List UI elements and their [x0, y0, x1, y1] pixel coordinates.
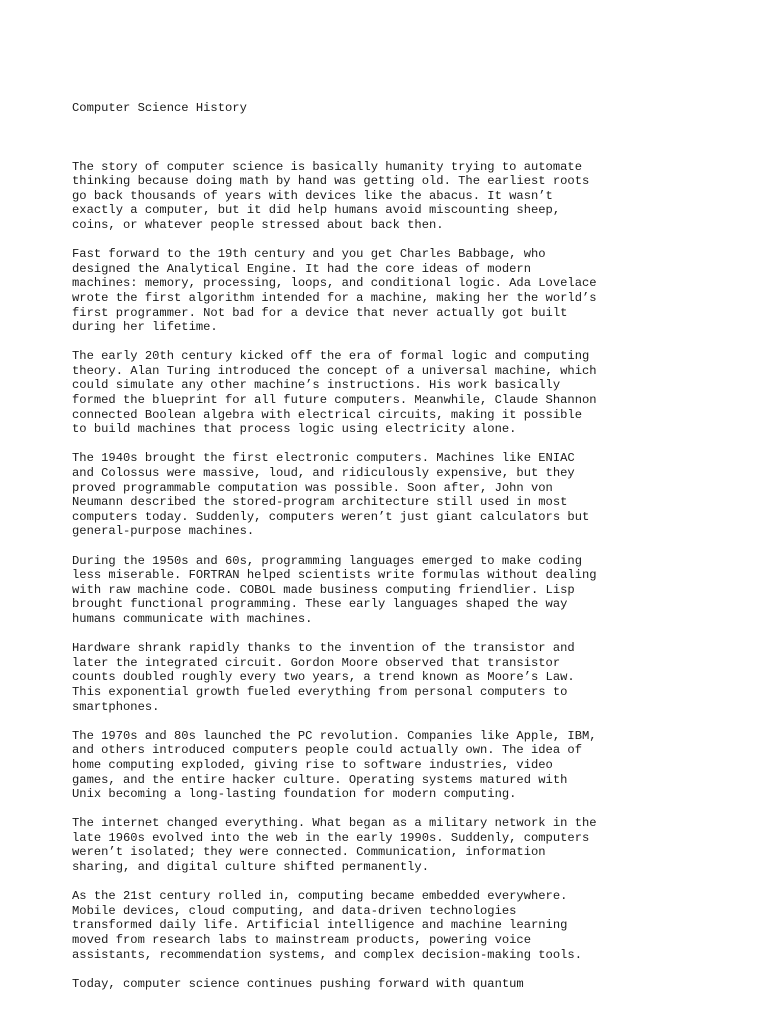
paragraph-line: less miserable. FORTRAN helped scientists write formulas without dealing	[72, 568, 597, 583]
paragraph-line: go back thousands of years with devices like the abacus. It wasn’t	[72, 188, 553, 203]
paragraph-list	[72, 160, 712, 992]
paragraph-line: to build machines that process logic using electricity alone.	[72, 422, 517, 437]
paragraph-line: theory. Alan Turing introduced the concept of a universal machine, which	[72, 363, 597, 378]
paragraph-line: with raw machine code. COBOL made business computing friendlier. Lisp	[72, 582, 575, 597]
paragraph-line: The 1940s brought the first electronic computers. Machines like ENIAC	[72, 451, 575, 466]
paragraph-line: During the 1950s and 60s, programming languages emerged to make coding	[72, 553, 582, 568]
paragraph-line: proved programmable computation was possible. Soon after, John von	[72, 480, 553, 495]
paragraph-line: weren’t isolated; they were connected. Communication, information	[72, 845, 546, 860]
paragraph-line: home computing exploded, giving rise to software industries, video	[72, 757, 553, 772]
paragraph	[72, 816, 712, 874]
paragraph-line: The 1970s and 80s launched the PC revolution. Companies like Apple, IBM,	[72, 728, 597, 743]
paragraph-line: computers today. Suddenly, computers weren’t just giant calculators but	[72, 509, 590, 524]
paragraph-line: Mobile devices, cloud computing, and data-driven technologies	[72, 903, 517, 918]
paragraph-line: thinking because doing math by hand was getting old. The earliest roots	[72, 174, 590, 189]
paragraph-line: machines: memory, processing, loops, and conditional logic. Ada Lovelace	[72, 276, 597, 291]
paragraph-line: wrote the first algorithm intended for a machine, making her the world’s	[72, 290, 597, 305]
paragraph-line: late 1960s evolved into the web in the early 1990s. Suddenly, computers	[72, 830, 590, 845]
paragraph-line: Neumann described the stored-program architecture still used in most	[72, 495, 568, 510]
document-body	[72, 72, 712, 1024]
paragraph-line: assistants, recommendation systems, and complex decision-making tools.	[72, 947, 582, 962]
paragraph-line: could simulate any other machine’s instructions. His work basically	[72, 378, 561, 393]
paragraph-line: sharing, and digital culture shifted permanently.	[72, 860, 429, 875]
paragraph-line: smartphones.	[72, 699, 160, 714]
paragraph	[72, 977, 712, 992]
paragraph-line: games, and the entire hacker culture. Operating systems matured with	[72, 772, 568, 787]
paragraph-line: coins, or whatever people stressed about back then.	[72, 217, 444, 232]
paragraph-line: exactly a computer, but it did help humans avoid miscounting sheep,	[72, 203, 561, 218]
paragraph	[72, 160, 712, 233]
paragraph-line: Hardware shrank rapidly thanks to the invention of the transistor and	[72, 641, 575, 656]
paragraph-line: during her lifetime.	[72, 320, 218, 335]
paragraph-line: Fast forward to the 19th century and you get Charles Babbage, who	[72, 247, 546, 262]
paragraph-line: humans communicate with machines.	[72, 611, 313, 626]
paragraph	[72, 554, 712, 627]
paragraph-line: formed the blueprint for all future computers. Meanwhile, Claude Shannon	[72, 393, 597, 408]
paragraph-line: brought functional programming. These early languages shaped the way	[72, 597, 568, 612]
paragraph-line: connected Boolean algebra with electrical circuits, making it possible	[72, 407, 582, 422]
document-title: Computer Science History	[72, 101, 247, 116]
paragraph-line: Unix becoming a long-lasting foundation for modern computing.	[72, 787, 517, 802]
paragraph-line: The internet changed everything. What began as a military network in the	[72, 816, 597, 831]
paragraph-line: This exponential growth fueled everything from personal computers to	[72, 684, 568, 699]
paragraph	[72, 641, 712, 714]
paragraph-line: and others introduced computers people could actually own. The idea of	[72, 743, 582, 758]
paragraph	[72, 247, 712, 335]
paragraph-line: first programmer. Not bad for a device that never actually got built	[72, 305, 568, 320]
paragraph-line: later the integrated circuit. Gordon Moore observed that transistor	[72, 655, 561, 670]
paragraph	[72, 349, 712, 437]
paragraph-line: As the 21st century rolled in, computing became embedded everywhere.	[72, 889, 568, 904]
paragraph-line: moved from research labs to mainstream products, powering voice	[72, 933, 531, 948]
paragraph-line: The story of computer science is basically humanity trying to automate	[72, 159, 582, 174]
paragraph	[72, 889, 712, 962]
paragraph-line: designed the Analytical Engine. It had the core ideas of modern	[72, 261, 531, 276]
paragraph	[72, 451, 712, 539]
paragraph	[72, 729, 712, 802]
paragraph-line: general-purpose machines.	[72, 524, 255, 539]
paragraph-line: and Colossus were massive, loud, and ridiculously expensive, but they	[72, 466, 575, 481]
paragraph-line: transformed daily life. Artificial intelligence and machine learning	[72, 918, 568, 933]
paragraph-line: The early 20th century kicked off the era of formal logic and computing	[72, 349, 590, 364]
paragraph-line: counts doubled roughly every two years, a trend known as Moore’s Law.	[72, 670, 575, 685]
paragraph-line: Today, computer science continues pushing forward with quantum	[72, 976, 524, 991]
